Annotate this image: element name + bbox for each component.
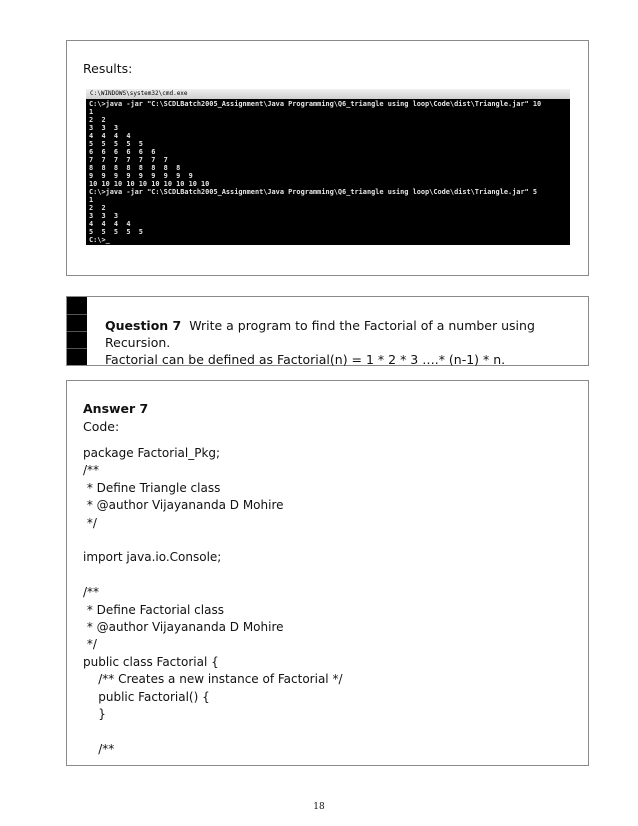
page-number: 18 — [313, 802, 325, 812]
console-output: C:\>java -jar "C:\SCDLBatch2005_Assignment\Java Programming\Q6_triangle using loop\Code\dist\Triangle.jar" 10 1 2 2 3 3 3 4 4 4 4 5 5 5 5 5 6 6 6 6 6 6 7 7 7 7 7 7 7 8 8 8 8 8 8 8 8 9 9 9 9 9 9 9 9 9 10 10 10 10 10 10 10 10 10 10 C:\>java -jar "C:\SCDLBatch2005_Assignment\Java Programming\Q6_triangle using loop\Code\dist\Triangle.jar" 5 1 2 2 3 3 3 4 4 4 4 5 5 5 5 5 C:\>_ — [89, 100, 542, 244]
console-title-bar: C:\WINDOWS\system32\cmd.exe — [86, 89, 570, 99]
answer-section — [66, 380, 589, 766]
question-line-1: Write a program to find the Factorial of a number using Recursion. — [105, 318, 535, 350]
question-side-stripe — [67, 297, 87, 365]
code-block: package Factorial_Pkg; /** * Define Triangle class * @author Vijayananda D Mohire */ import java.io.Console; /** * Define Factorial class * @author Vijayananda D Mohire */ public class Factorial { /** Creates a new instance of Factorial */ public Factorial() { } /** — [83, 446, 343, 756]
results-section — [66, 40, 589, 276]
question-line-2: Factorial can be defined as Factorial(n) = 1 * 2 * 3 ….* (n-1) * n. — [105, 352, 506, 367]
results-label: Results: — [83, 61, 133, 76]
console-screenshot — [86, 89, 570, 245]
question-section — [66, 296, 589, 366]
code-label: Code: — [83, 419, 120, 434]
answer-title: Answer 7 — [83, 401, 149, 416]
question-text — [105, 317, 588, 368]
question-title: Question 7 — [105, 318, 182, 333]
